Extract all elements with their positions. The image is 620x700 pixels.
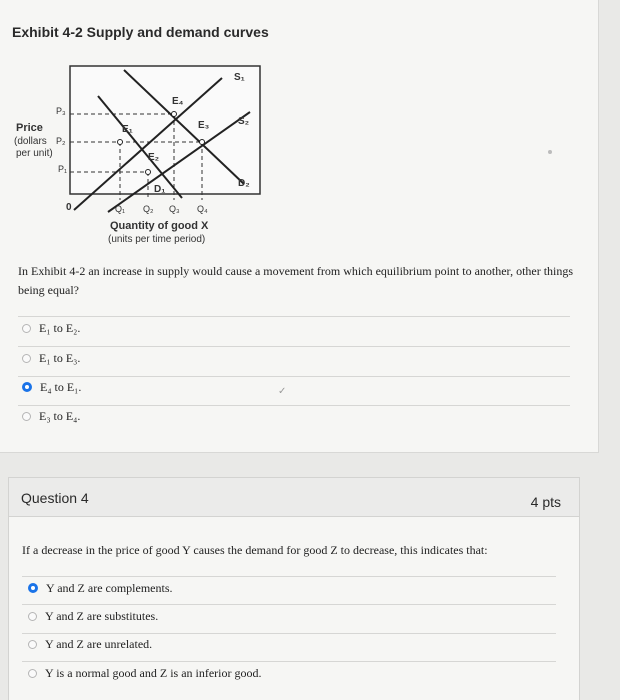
s2-label: S₂ bbox=[238, 116, 250, 127]
e4-point bbox=[172, 112, 177, 117]
e2-point bbox=[146, 170, 151, 175]
p1-label: P₁ bbox=[58, 164, 68, 174]
question-4-header bbox=[8, 477, 580, 517]
radio-button[interactable] bbox=[28, 612, 37, 621]
radio-button[interactable] bbox=[28, 669, 37, 678]
question-3-text: In Exhibit 4-2 an increase in supply would cause a movement from which equilibrium point to another, other things being equal? bbox=[18, 264, 574, 297]
e2-label: E₂ bbox=[148, 152, 160, 163]
d1-label: D₁ bbox=[154, 184, 166, 195]
q3-option-1[interactable] bbox=[22, 318, 80, 338]
q1-label: Q₁ bbox=[115, 204, 126, 214]
e1-label: E₁ bbox=[122, 124, 133, 135]
q4-option-4-label: Y is a normal good and Z is an inferior good. bbox=[45, 665, 262, 680]
q3-option-1-label: E₁ to E₂. bbox=[39, 320, 81, 335]
q3-option-3[interactable] bbox=[22, 377, 81, 397]
q3-option-2[interactable] bbox=[22, 348, 80, 368]
radio-button[interactable] bbox=[22, 324, 31, 333]
s1-label: S₁ bbox=[234, 72, 245, 83]
e4-label: E₄ bbox=[172, 96, 184, 107]
y-axis-label-units-2: per unit) bbox=[16, 148, 53, 159]
y-axis-label-units-1: (dollars bbox=[14, 136, 47, 147]
p2-label: P₂ bbox=[56, 136, 66, 146]
divider bbox=[18, 376, 570, 377]
q4-option-1[interactable] bbox=[28, 578, 173, 598]
origin-label: 0 bbox=[66, 202, 72, 213]
exhibit-title: Exhibit 4-2 Supply and demand curves bbox=[12, 24, 269, 40]
radio-button-selected[interactable] bbox=[22, 382, 32, 392]
supply-demand-graph bbox=[12, 60, 272, 260]
radio-button-selected[interactable] bbox=[28, 583, 38, 593]
divider bbox=[22, 576, 556, 577]
e3-point bbox=[200, 140, 205, 145]
radio-button[interactable] bbox=[22, 354, 31, 363]
q4-option-3[interactable] bbox=[28, 634, 152, 654]
question-4-text: If a decrease in the price of good Y causes the demand for good Z to decrease, this indicates that: bbox=[22, 543, 488, 557]
q4-option-1-label: Y and Z are complements. bbox=[46, 580, 173, 595]
e3-label: E₃ bbox=[198, 120, 210, 131]
question-4-points: 4 pts bbox=[530, 494, 561, 510]
d2-label: D₂ bbox=[238, 178, 250, 189]
y-axis-label-price: Price bbox=[16, 122, 43, 134]
q4-label: Q₄ bbox=[197, 204, 208, 214]
radio-button[interactable] bbox=[22, 412, 31, 421]
q3-option-3-label: E₄ to E₁. bbox=[40, 379, 82, 394]
x-axis-label: Quantity of good X bbox=[110, 220, 209, 232]
q2-label: Q₂ bbox=[143, 204, 154, 214]
divider bbox=[18, 346, 570, 347]
q4-option-2-label: Y and Z are substitutes. bbox=[45, 608, 159, 623]
question-4-title: Question 4 bbox=[21, 490, 89, 506]
q4-option-3-label: Y and Z are unrelated. bbox=[45, 636, 153, 651]
divider bbox=[22, 661, 556, 662]
q4-option-2[interactable] bbox=[28, 606, 158, 626]
q3-option-4-label: E₃ to E₄. bbox=[39, 408, 81, 423]
q3-option-4[interactable] bbox=[22, 406, 80, 426]
e1-point bbox=[118, 140, 123, 145]
p3-label: P₃ bbox=[56, 106, 66, 116]
check-icon: ✓ bbox=[278, 386, 287, 397]
divider bbox=[18, 405, 570, 406]
q4-option-4[interactable] bbox=[28, 663, 262, 683]
radio-button[interactable] bbox=[28, 640, 37, 649]
decorative-dot bbox=[548, 150, 552, 154]
x-axis-sublabel: (units per time period) bbox=[108, 234, 206, 245]
divider bbox=[22, 604, 556, 605]
q3-option-2-label: E₁ to E₃. bbox=[39, 350, 81, 365]
q3-label: Q₃ bbox=[169, 204, 180, 214]
divider bbox=[18, 316, 570, 317]
